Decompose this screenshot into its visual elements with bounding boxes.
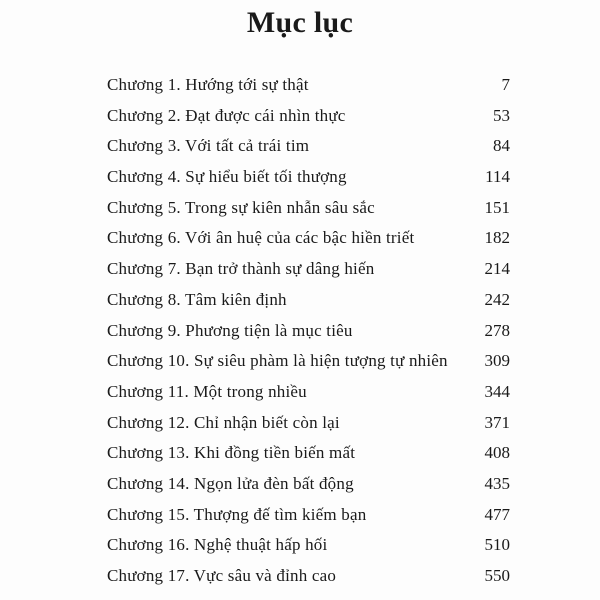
- toc-entry-label: Chương 2. Đạt được cái nhìn thực: [107, 105, 346, 125]
- toc-entry-label: Chương 4. Sự hiểu biết tối thượng: [107, 167, 347, 187]
- toc-entry-page: 7: [501, 75, 510, 94]
- toc-entry: [107, 469, 510, 500]
- toc-entry: [107, 530, 510, 561]
- toc-entry-page: 371: [484, 412, 510, 432]
- toc-entry: [107, 285, 510, 316]
- toc-entry-label: Chương 12. Chỉ nhận biết còn lại: [107, 412, 340, 432]
- toc-entry: [107, 131, 510, 162]
- toc-entry-label: Chương 14. Ngọn lửa đèn bất động: [107, 473, 354, 493]
- toc-entry-label: Chương 11. Một trong nhiều: [107, 381, 307, 401]
- toc-entry-page: 114: [485, 167, 510, 187]
- toc-entry-page: 278: [484, 320, 510, 340]
- toc-entry: [107, 223, 510, 254]
- toc-entry: [107, 561, 510, 592]
- toc-entry: [107, 101, 510, 132]
- toc-entry-page: 344: [484, 381, 510, 401]
- toc-entry-label: Chương 5. Trong sự kiên nhẫn sâu sắc: [107, 197, 375, 217]
- toc-entry-label: Chương 3. Với tất cả trái tim: [107, 136, 310, 156]
- toc-entry: [107, 193, 510, 224]
- toc-entry-page: 309: [484, 351, 510, 371]
- toc-entry: [107, 316, 510, 347]
- toc-entry-page: 435: [484, 473, 510, 493]
- toc-entry-label: Chương 16. Nghệ thuật hấp hối: [107, 535, 328, 555]
- toc-entry-page: 182: [484, 228, 510, 248]
- toc-entry-page: 151: [484, 197, 510, 217]
- toc-entry: [107, 346, 510, 377]
- toc-entry-page: 242: [484, 289, 510, 309]
- toc-entry-page: 53: [493, 105, 510, 125]
- page-title: Mục lục: [246, 6, 354, 39]
- toc-entry: [107, 70, 510, 101]
- toc-entry-label: Chương 10. Sự siêu phàm là hiện tượng tự nhiên: [107, 351, 448, 371]
- toc-entry: [107, 254, 510, 285]
- toc-entry-page: 550: [484, 566, 510, 585]
- toc-entry-page: 84: [493, 136, 510, 156]
- toc-entry-label: Chương 9. Phương tiện là mục tiêu: [107, 320, 353, 340]
- toc-entry-label: Chương 17. Vực sâu và đỉnh cao: [107, 566, 337, 585]
- toc-entry: [107, 162, 510, 193]
- toc-entry: [107, 377, 510, 408]
- toc-entry-page: 477: [484, 504, 510, 524]
- toc-entry-page: 408: [484, 443, 510, 463]
- toc-entry-label: Chương 13. Khi đồng tiền biến mất: [107, 443, 356, 463]
- table-of-contents: [107, 70, 510, 592]
- toc-entry-label: Chương 8. Tâm kiên định: [107, 289, 287, 309]
- toc-entry-page: 214: [484, 259, 510, 279]
- toc-entry-label: Chương 15. Thượng đế tìm kiếm bạn: [107, 504, 367, 524]
- toc-entry-label: Chương 7. Bạn trở thành sự dâng hiến: [107, 259, 375, 279]
- toc-entry-label: Chương 6. Với ân huệ của các bậc hiền triết: [107, 228, 415, 248]
- toc-entry: [107, 500, 510, 531]
- toc-entry: [107, 438, 510, 469]
- toc-entry-page: 510: [484, 535, 510, 555]
- toc-entry-label: Chương 1. Hướng tới sự thật: [107, 75, 309, 94]
- toc-entry: [107, 408, 510, 439]
